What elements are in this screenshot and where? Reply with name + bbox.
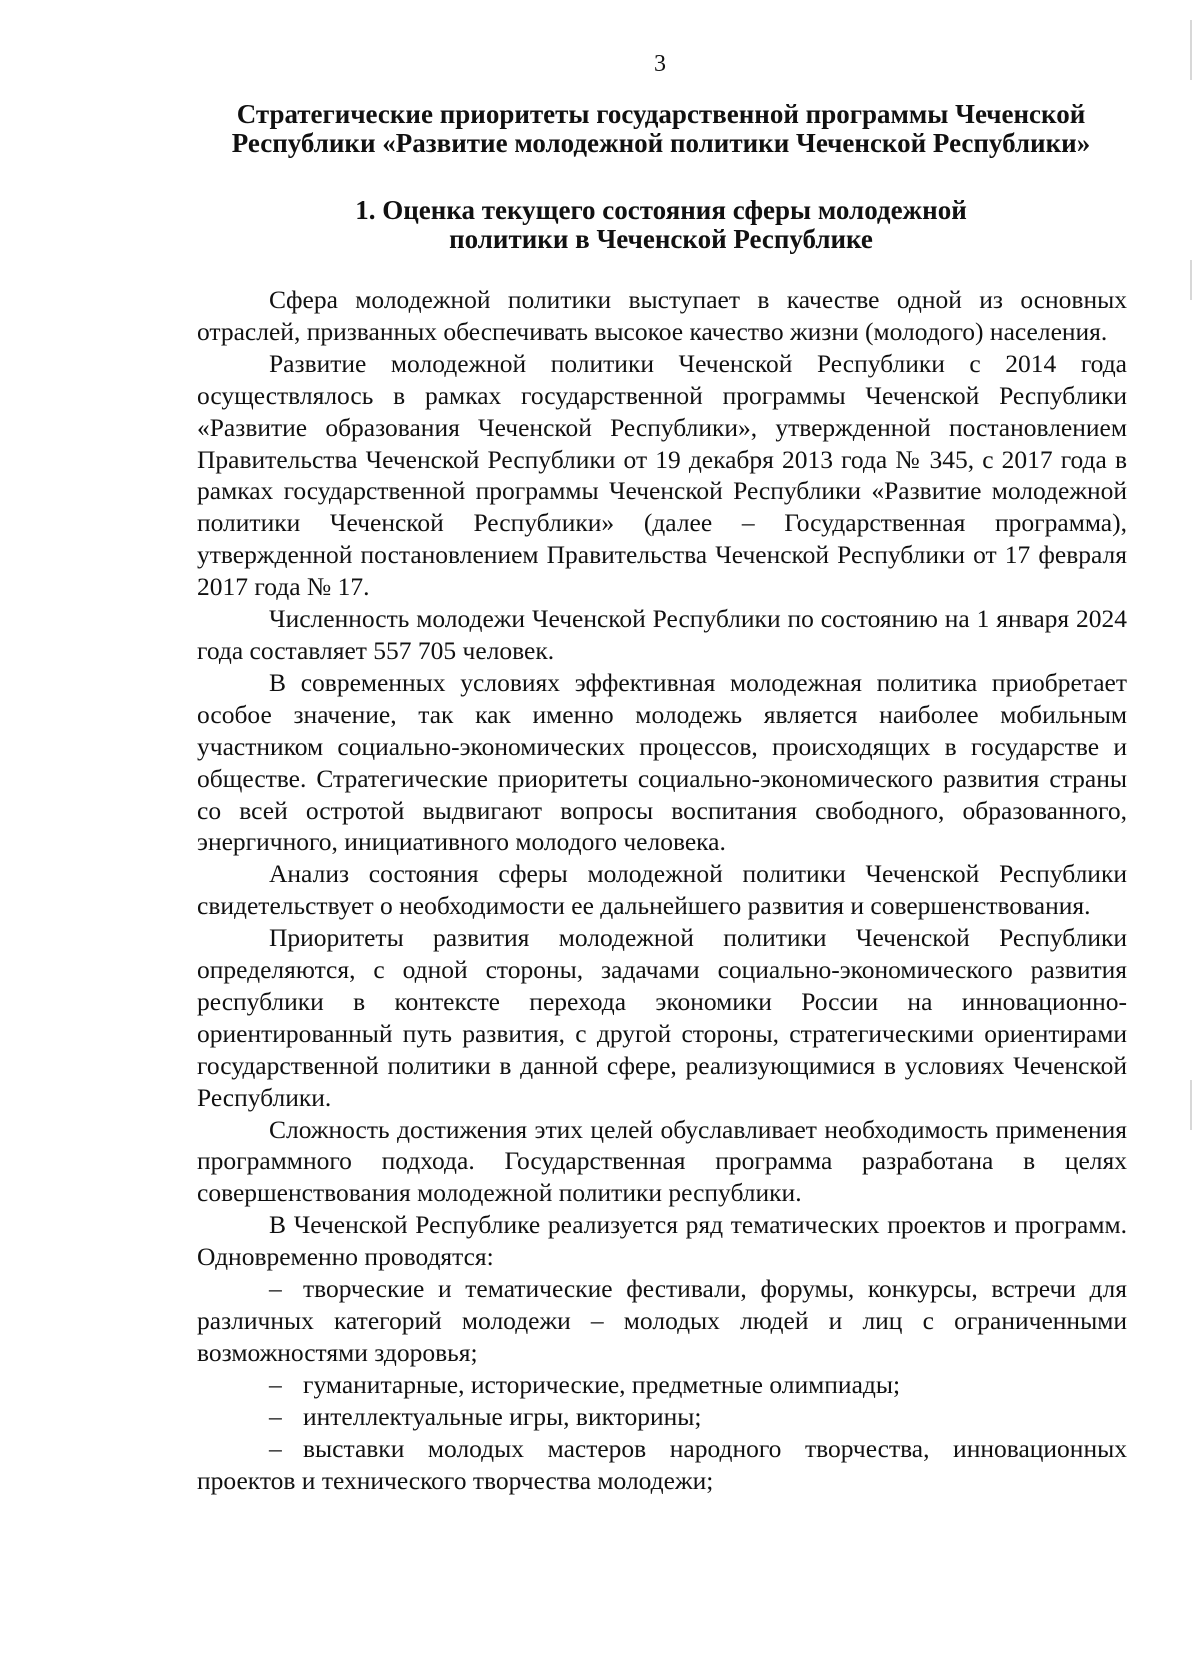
page-number: 3 xyxy=(654,51,666,77)
list-item-text: выставки молодых мастеров народного творчества, инновационных проектов и технического творчества молодежи; xyxy=(197,1433,1127,1495)
document-title-line-2: Республики «Развитие молодежной политики Чеченской Республики» xyxy=(231,128,1091,158)
paragraph-5: Анализ состояния сферы молодежной политики Чеченской Республики свидетельствует о необходимости ее дальнейшего развития и совершенствования. xyxy=(197,859,1127,921)
scan-edge-mark xyxy=(1190,260,1192,300)
paragraph-3: Численность молодежи Чеченской Республики по состоянию на 1 января 2024 года составляет 557 705 человек. xyxy=(197,604,1127,665)
list-item xyxy=(197,1401,1127,1433)
section-heading-line-2: политики в Чеченской Республике xyxy=(449,224,873,254)
body-text xyxy=(197,284,1127,1496)
section-heading xyxy=(196,196,1126,254)
dash-marker: – xyxy=(269,1369,282,1399)
document-title-line-1: Стратегические приоритеты государственной программы Чеченской xyxy=(236,99,1086,129)
list-item xyxy=(197,1273,1127,1369)
paragraph-4: В современных условиях эффективная молодежная политика приобретает особое значение, так как именно молодежь является наиболее мобильным участником социально-экономических процессов, происходящих в государстве и обществе. Стратегические приоритеты социально-экономического развития страны со всей остротой выдвигают вопросы воспитания свободного, образованного, энергичного, инициативного молодого человека. xyxy=(197,667,1127,857)
dash-marker: – xyxy=(269,1401,282,1431)
paragraph-2: Развитие молодежной политики Чеченской Республики с 2014 года осуществлялось в рамках государственной программы Чеченской Республики «Развитие образования Чеченской Республики», утвержденной постановлением Правительства Чеченской Республики от 19 декабря 2013 года № 345, с 2017 года в рамках государственной программы Чеченской Республики «Развитие молодежной политики Чеченской Республики» (далее – Государственная программа), утвержденной постановлением Правительства Чеченской Республики от 17 февраля 2017 года № 17. xyxy=(197,348,1127,602)
paragraph-8: В Чеченской Республике реализуется ряд тематических проектов и программ. Одновременно проводятся: xyxy=(197,1210,1127,1272)
list-item-text: интеллектуальные игры, викторины; xyxy=(303,1401,702,1431)
paragraph-6: Приоритеты развития молодежной политики Чеченской Республики определяются, с одной стороны, задачами социально-экономического развития республики в контексте перехода экономики России на инновационно-ориентированный путь развития, с другой стороны, стратегическими ориентирами государственной политики в данной сфере, реализующимися в условиях Чеченской Республики. xyxy=(197,923,1127,1112)
section-heading-line-1: 1. Оценка текущего состояния сферы молодежной xyxy=(355,195,967,225)
list-item xyxy=(197,1433,1127,1497)
paragraph-7: Сложность достижения этих целей обуславливает необходимость применения программного подхода. Государственная программа разработана в целях совершенствования молодежной политики республики. xyxy=(197,1114,1127,1208)
paragraph-1: Сфера молодежной политики выступает в качестве одной из основных отраслей, призванных обеспечивать высокое качество жизни (молодого) населения. xyxy=(197,285,1127,346)
scan-edge-mark xyxy=(1190,1080,1192,1130)
dash-marker: – xyxy=(269,1433,282,1463)
list-item-text: творческие и тематические фестивали, форумы, конкурсы, встречи для различных категорий молодежи – молодых людей и лиц с ограниченными возможностями здоровья; xyxy=(197,1274,1127,1367)
scan-edge-mark xyxy=(1190,20,1192,80)
list-item-text: гуманитарные, исторические, предметные олимпиады; xyxy=(303,1369,901,1399)
list-item xyxy=(197,1369,1127,1401)
document-title xyxy=(196,100,1126,158)
dash-marker: – xyxy=(269,1274,282,1304)
